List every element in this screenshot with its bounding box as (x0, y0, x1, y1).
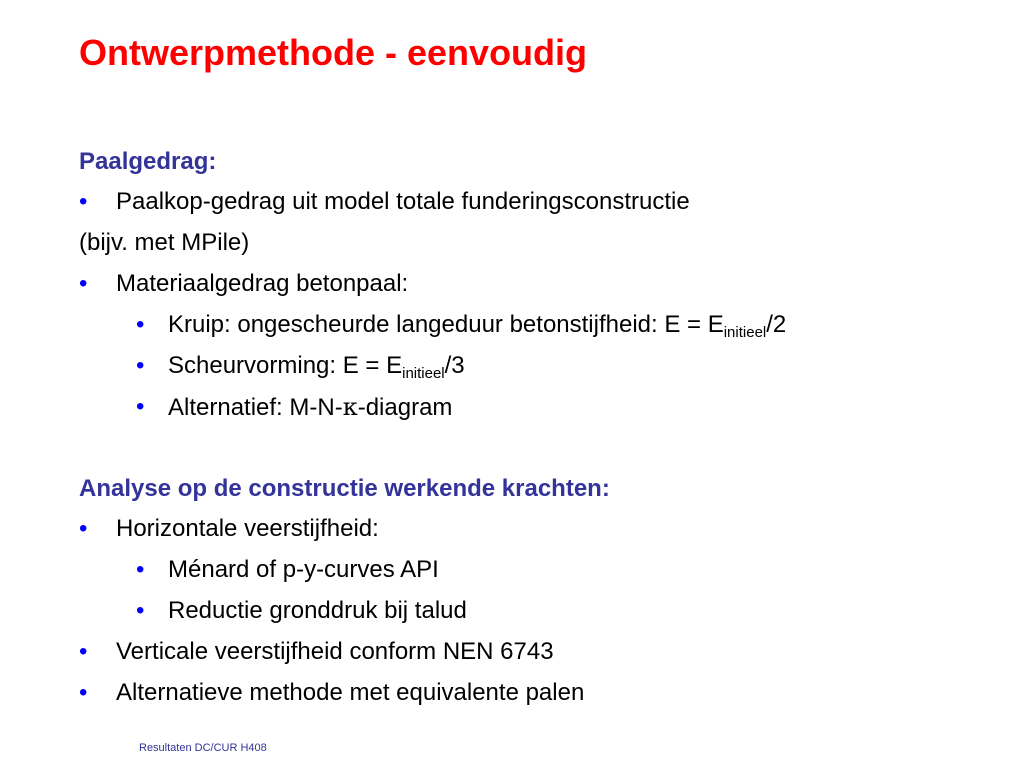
list-item: Horizontale veerstijfheid: (116, 515, 379, 542)
bullet-icon: • (79, 188, 88, 215)
slide-title: Ontwerpmethode - eenvoudig (79, 32, 588, 73)
bullet-icon: • (136, 311, 145, 338)
list-item: Alternatieve methode met equivalente palen (116, 679, 585, 706)
sub-list-item-suffix: /3 (444, 352, 465, 379)
sub-list-item-text: Kruip: ongescheurde langeduur betonstijfheid: E = E (168, 311, 724, 338)
bullet-icon: • (79, 679, 88, 706)
section-heading-analyse: Analyse op de constructie werkende krachten: (79, 475, 610, 502)
sub-list-item (168, 352, 465, 380)
bullet-icon: • (136, 393, 145, 420)
sub-list-item (168, 311, 786, 339)
sub-list-item-text: Scheurvorming: E = E (168, 352, 403, 379)
slide-footer: Resultaten DC/CUR H408 (139, 742, 267, 754)
bullet-icon: • (136, 352, 145, 379)
bullet-icon: • (136, 597, 145, 624)
kappa-symbol: κ (342, 393, 358, 421)
section-heading-paalgedrag: Paalgedrag: (79, 148, 217, 175)
list-item: Paalkop-gedrag uit model totale funderingsconstructie (116, 188, 690, 215)
list-item: Verticale veerstijfheid conform NEN 6743 (116, 638, 554, 665)
sub-list-item (168, 393, 452, 422)
bullet-icon: • (79, 515, 88, 542)
subscript: initieel (402, 365, 445, 382)
sub-list-item-suffix: -diagram (357, 394, 453, 421)
bullet-icon: • (136, 556, 145, 583)
sub-list-item-text: Alternatief: M-N- (168, 394, 343, 421)
bullet-icon: • (79, 270, 88, 297)
sub-list-item: Reductie gronddruk bij talud (168, 597, 467, 624)
sub-list-item: Ménard of p-y-curves API (168, 556, 439, 583)
sub-list-item-suffix: /2 (766, 311, 787, 338)
list-item-continuation: (bijv. met MPile) (79, 229, 250, 256)
list-item: Materiaalgedrag betonpaal: (116, 270, 409, 297)
bullet-icon: • (79, 638, 88, 665)
subscript: initieel (723, 324, 767, 341)
